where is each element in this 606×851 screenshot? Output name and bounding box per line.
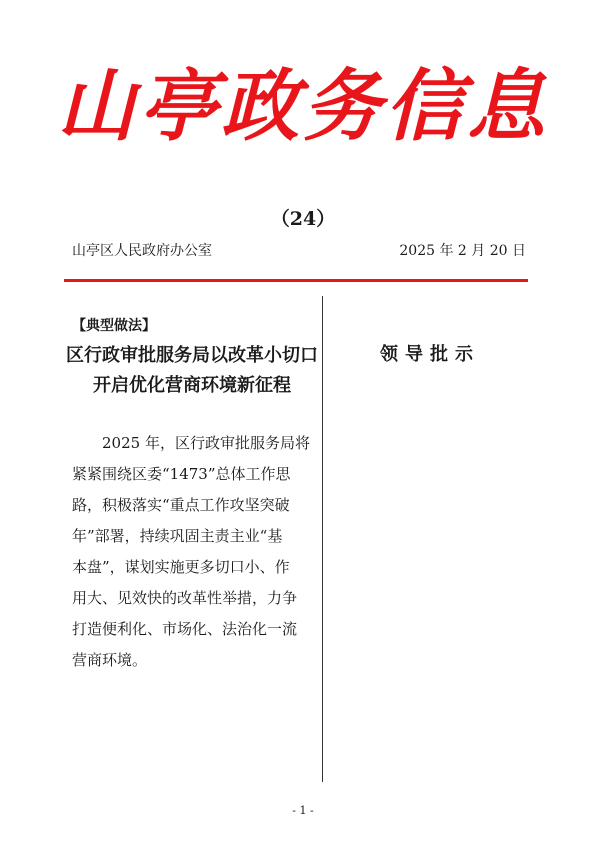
issue-number: （24） [270,208,336,230]
article-body [72,428,318,676]
column-divider [322,296,323,782]
body-line: 打造便利化、市场化、法治化一流 [72,620,298,638]
body-line: 营商环境。 [72,651,148,669]
article-tag: 【典型做法】 [72,318,156,334]
issue-date: 2025 年 2 月 20 日 [399,243,526,259]
red-divider [64,279,528,282]
body-line: 路，积极落实“重点工作攻坚突破 [72,496,290,514]
body-line: 年”部署，持续巩固主责主业“基 [72,527,283,545]
body-line: 紧紧围绕区委“1473”总体工作思 [72,465,291,483]
article-headline-line2: 开启优化营商环境新征程 [93,375,291,396]
article-headline-line1: 区行政审批服务局以改革小切口 [66,345,318,366]
issuing-office: 山亭区人民政府办公室 [72,243,212,259]
body-line: 本盘”，谋划实施更多切口小、作 [72,558,290,576]
leader-instructions-title: 领导批示 [380,344,480,365]
page-number: - 1 - [292,804,314,817]
body-line: 2025 年，区行政审批服务局将 [72,434,310,452]
body-line: 用大、见效快的改革性举措，力争 [72,589,298,607]
masthead-title: 山亭政务信息 [56,61,549,152]
